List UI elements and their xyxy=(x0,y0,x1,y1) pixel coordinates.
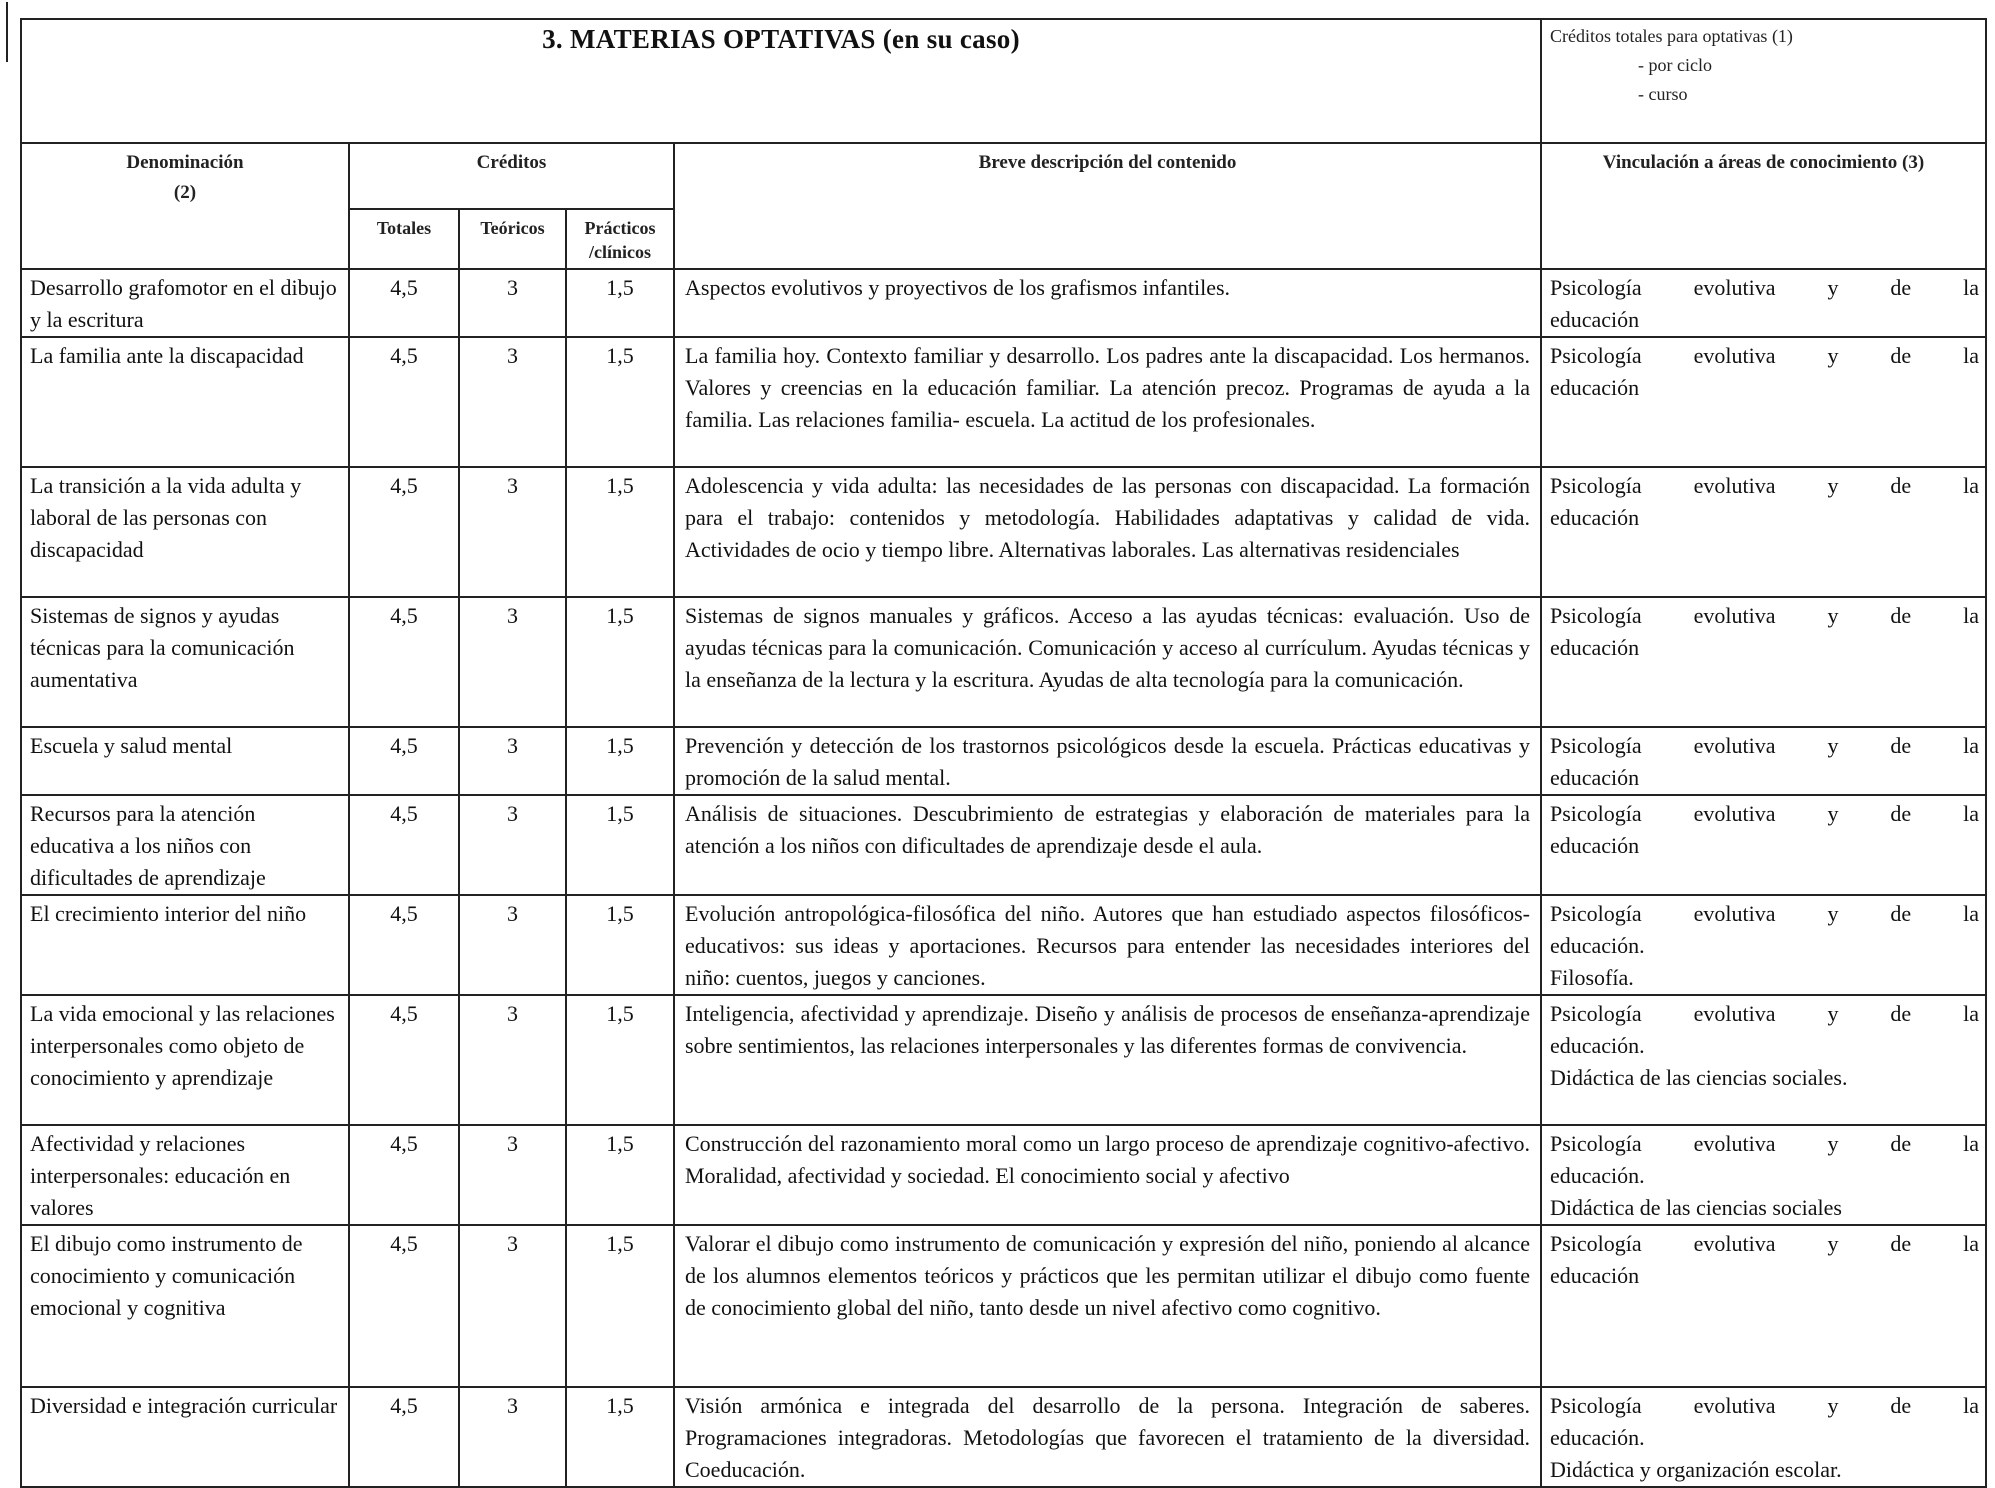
knowledge-area-line2: educación. xyxy=(1550,933,1645,958)
header-vinculacion: Vinculación a áreas de conocimiento (3) xyxy=(1541,143,1986,269)
knowledge-area-line3: Didáctica y organización escolar. xyxy=(1550,1457,1842,1482)
knowledge-area xyxy=(1541,795,1986,895)
credits-total: 4,5 xyxy=(349,337,459,467)
credits-practice: 1,5 xyxy=(566,895,674,995)
subject-name: La transición a la vida adulta y laboral de las personas con discapacidad xyxy=(21,467,349,597)
credits-theory: 3 xyxy=(459,1387,566,1487)
header-row-1 xyxy=(21,143,1986,209)
header-practicos: Prácticos /clínicos xyxy=(566,209,674,269)
table-row xyxy=(21,795,1986,895)
table-row xyxy=(21,995,1986,1125)
knowledge-area xyxy=(1541,269,1986,337)
credits-total: 4,5 xyxy=(349,727,459,795)
credits-box-line3: - curso xyxy=(1638,84,1688,104)
subject-name: Sistemas de signos y ayudas técnicas para la comunicación aumentativa xyxy=(21,597,349,727)
table-row xyxy=(21,895,1986,995)
credits-total: 4,5 xyxy=(349,597,459,727)
credits-theory: 3 xyxy=(459,995,566,1125)
knowledge-area-line1: Psicología evolutiva y de la xyxy=(1550,473,1979,498)
credits-practice: 1,5 xyxy=(566,995,674,1125)
credits-total: 4,5 xyxy=(349,1225,459,1387)
header-teoricos: Teóricos xyxy=(459,209,566,269)
subject-description: Prevención y detección de los trastornos psicológicos desde la escuela. Prácticas educativas y promoción de la salud mental. xyxy=(674,727,1541,795)
credits-practice: 1,5 xyxy=(566,337,674,467)
knowledge-area xyxy=(1541,1225,1986,1387)
knowledge-area-line1: Psicología evolutiva y de la xyxy=(1550,901,1979,926)
subject-description: Aspectos evolutivos y proyectivos de los grafismos infantiles. xyxy=(674,269,1541,337)
subject-name: Desarrollo grafomotor en el dibujo y la escritura xyxy=(21,269,349,337)
header-denominacion-label: Denominación xyxy=(126,152,244,173)
knowledge-area xyxy=(1541,337,1986,467)
total-credits-box xyxy=(1541,19,1986,143)
knowledge-area-line1: Psicología evolutiva y de la xyxy=(1550,1393,1979,1418)
section-title: 3. MATERIAS OPTATIVAS (en su caso) xyxy=(542,24,1020,54)
knowledge-area xyxy=(1541,597,1986,727)
knowledge-area-line2: educación xyxy=(1550,307,1640,332)
credits-total: 4,5 xyxy=(349,269,459,337)
credits-practice: 1,5 xyxy=(566,795,674,895)
subject-name: La familia ante la discapacidad xyxy=(21,337,349,467)
header-denominacion-note: (2) xyxy=(173,182,197,203)
header-denominacion xyxy=(21,143,349,269)
subject-name: Afectividad y relaciones interpersonales: educación en valores xyxy=(21,1125,349,1225)
knowledge-area-line1: Psicología evolutiva y de la xyxy=(1550,603,1979,628)
knowledge-area-line1: Psicología evolutiva y de la xyxy=(1550,1001,1979,1026)
credits-total: 4,5 xyxy=(349,467,459,597)
section-title-cell xyxy=(21,19,1541,143)
subjects-body xyxy=(21,269,1986,1487)
credits-theory: 3 xyxy=(459,795,566,895)
credits-theory: 3 xyxy=(459,269,566,337)
credits-box-line2: - por ciclo xyxy=(1638,55,1712,75)
credits-practice: 1,5 xyxy=(566,1225,674,1387)
knowledge-area-line2: educación xyxy=(1550,833,1640,858)
subject-description: Construcción del razonamiento moral como un largo proceso de aprendizaje cognitivo-afectivo. Moralidad, afectividad y sociedad. El conocimiento social y afectivo xyxy=(674,1125,1541,1225)
subject-description: La familia hoy. Contexto familiar y desarrollo. Los padres ante la discapacidad. Los hermanos. Valores y creencias en la educación familiar. La atención precoz. Programas de ayuda a la familia. Las relaciones familia- escuela. La actitud de los profesionales. xyxy=(674,337,1541,467)
title-row xyxy=(21,19,1986,143)
subject-name: Diversidad e integración curricular xyxy=(21,1387,349,1487)
knowledge-area-line2: educación xyxy=(1550,1263,1640,1288)
table-row xyxy=(21,1125,1986,1225)
credits-theory: 3 xyxy=(459,727,566,795)
credits-total: 4,5 xyxy=(349,1125,459,1225)
table-row xyxy=(21,727,1986,795)
credits-total: 4,5 xyxy=(349,895,459,995)
header-descripcion: Breve descripción del contenido xyxy=(674,143,1541,269)
table-row xyxy=(21,337,1986,467)
credits-theory: 3 xyxy=(459,1225,566,1387)
table-row xyxy=(21,269,1986,337)
subject-description: Inteligencia, afectividad y aprendizaje. Diseño y análisis de procesos de enseñanza-aprendizaje sobre sentimientos, las relaciones interpersonales y las diferentes formas de convivencia. xyxy=(674,995,1541,1125)
knowledge-area xyxy=(1541,1125,1986,1225)
knowledge-area xyxy=(1541,995,1986,1125)
credits-theory: 3 xyxy=(459,337,566,467)
knowledge-area-line1: Psicología evolutiva y de la xyxy=(1550,275,1979,300)
knowledge-area-line3: Filosofía. xyxy=(1550,965,1634,990)
subject-description: Valorar el dibujo como instrumento de comunicación y expresión del niño, poniendo al alcance de los alumnos elementos teóricos y prácticos que les permitan utilizar el dibujo como fuente de conocimiento global del niño, tanto desde un nivel afectivo como cognitivo. xyxy=(674,1225,1541,1387)
subject-name: El crecimiento interior del niño xyxy=(21,895,349,995)
subject-name: Escuela y salud mental xyxy=(21,727,349,795)
credits-theory: 3 xyxy=(459,467,566,597)
knowledge-area-line2: educación. xyxy=(1550,1163,1645,1188)
credits-total: 4,5 xyxy=(349,995,459,1125)
subject-description: Visión armónica e integrada del desarrollo de la persona. Integración de saberes. Programaciones integradoras. Metodologías que favorecen el tratamiento de la diversidad. Coeducación. xyxy=(674,1387,1541,1487)
knowledge-area xyxy=(1541,467,1986,597)
credits-practice: 1,5 xyxy=(566,1387,674,1487)
credits-practice: 1,5 xyxy=(566,269,674,337)
table-row xyxy=(21,1225,1986,1387)
knowledge-area-line1: Psicología evolutiva y de la xyxy=(1550,801,1979,826)
table-row xyxy=(21,597,1986,727)
knowledge-area-line1: Psicología evolutiva y de la xyxy=(1550,343,1979,368)
subject-name: El dibujo como instrumento de conocimiento y comunicación emocional y cognitiva xyxy=(21,1225,349,1387)
credits-total: 4,5 xyxy=(349,795,459,895)
optional-subjects-table xyxy=(20,18,1987,1488)
table-row xyxy=(21,1387,1986,1487)
knowledge-area-line2: educación xyxy=(1550,505,1640,530)
knowledge-area-line1: Psicología evolutiva y de la xyxy=(1550,1231,1979,1256)
credits-total: 4,5 xyxy=(349,1387,459,1487)
credits-theory: 3 xyxy=(459,1125,566,1225)
header-totales: Totales xyxy=(349,209,459,269)
subject-description: Adolescencia y vida adulta: las necesidades de las personas con discapacidad. La formación para el trabajo: contenidos y metodología. Habilidades adaptativas y calidad de vida. Actividades de ocio y tiempo libre. Alternativas laborales. Las alternativas residenciales xyxy=(674,467,1541,597)
knowledge-area xyxy=(1541,1387,1986,1487)
knowledge-area-line2: educación. xyxy=(1550,1033,1645,1058)
knowledge-area-line2: educación xyxy=(1550,765,1640,790)
subject-description: Sistemas de signos manuales y gráficos. Acceso a las ayudas técnicas: evaluación. Uso de ayudas técnicas para la comunicación. Comunicación y acceso al currículum. Ayudas técnicas y la enseñanza de la lectura y la escritura. Ayudas de alta tecnología para la comunicación. xyxy=(674,597,1541,727)
scan-edge-mark xyxy=(6,2,8,62)
credits-theory: 3 xyxy=(459,895,566,995)
knowledge-area-line2: educación xyxy=(1550,375,1640,400)
subject-description: Evolución antropológica-filosófica del niño. Autores que han estudiado aspectos filosóficos-educativos: sus ideas y aportaciones. Recursos para entender las necesidades interiores del niño: cuentos, juegos y canciones. xyxy=(674,895,1541,995)
subject-name: La vida emocional y las relaciones interpersonales como objeto de conocimiento y aprendizaje xyxy=(21,995,349,1125)
knowledge-area-line2: educación. xyxy=(1550,1425,1645,1450)
knowledge-area-line3: Didáctica de las ciencias sociales. xyxy=(1550,1065,1848,1090)
knowledge-area-line3: Didáctica de las ciencias sociales xyxy=(1550,1195,1842,1220)
knowledge-area xyxy=(1541,727,1986,795)
knowledge-area xyxy=(1541,895,1986,995)
knowledge-area-line1: Psicología evolutiva y de la xyxy=(1550,733,1979,758)
knowledge-area-line2: educación xyxy=(1550,635,1640,660)
header-creditos: Créditos xyxy=(349,143,674,209)
credits-theory: 3 xyxy=(459,597,566,727)
credits-practice: 1,5 xyxy=(566,727,674,795)
credits-practice: 1,5 xyxy=(566,467,674,597)
credits-practice: 1,5 xyxy=(566,1125,674,1225)
credits-box-line1: Créditos totales para optativas (1) xyxy=(1550,26,1793,46)
credits-practice: 1,5 xyxy=(566,597,674,727)
subject-name: Recursos para la atención educativa a los niños con dificultades de aprendizaje xyxy=(21,795,349,895)
knowledge-area-line1: Psicología evolutiva y de la xyxy=(1550,1131,1979,1156)
table-row xyxy=(21,467,1986,597)
subject-description: Análisis de situaciones. Descubrimiento de estrategias y elaboración de materiales para la atención a los niños con dificultades de aprendizaje desde el aula. xyxy=(674,795,1541,895)
